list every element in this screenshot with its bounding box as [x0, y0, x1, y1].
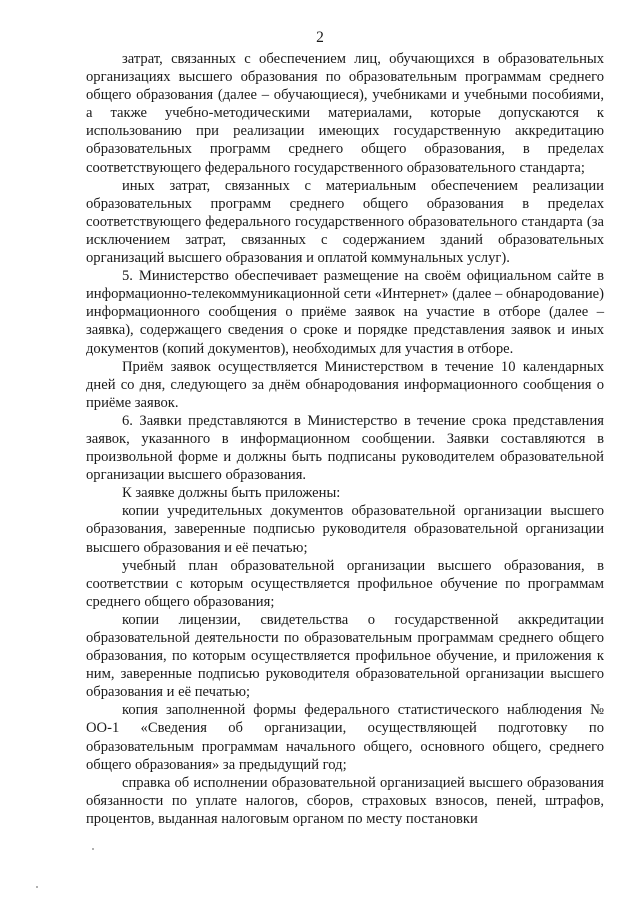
- paragraph-11: справка об исполнении образовательной организацией высшего образования обязанности по уплате налогов, сборов, страховых взносов, пеней, штрафов, процентов, выданная налоговым органом по месту постановки: [86, 774, 604, 827]
- paragraph-5: 6. Заявки представляются в Министерство в течение срока представления заявок, указанного в информационном сообщении. Заявки составляются в произвольной форме и должны быть подписаны руководителем образовательной организации высшего образования.: [86, 412, 604, 484]
- paragraph-9: копии лицензии, свидетельства о государственной аккредитации образовательной деятельности по образовательным программам среднего общего образования, по которым осуществляется профильное обучение, и приложения к ним, заверенные подписью руководителя образовательной организации высшего образования и её печатью;: [86, 611, 604, 701]
- paragraph-2: иных затрат, связанных с материальным обеспечением реализации образовательных программ среднего общего образования в пределах соответствующего федерального государственного образовательного стандарта (за исключением затрат, связанных с содержанием зданий образовательных организаций высшего образования и оплатой коммунальных услуг).: [86, 177, 604, 267]
- page-body: [86, 50, 604, 828]
- paragraph-3: 5. Министерство обеспечивает размещение на своём официальном сайте в информационно-телекоммуникационной сети «Интернет» (далее – обнародование) информационного сообщения о приёме заявок на участие в отборе (далее – заявка), содержащего сведения о сроке и порядке представления заявок и иных документов (копий документов), необходимых для участия в отборе.: [86, 268, 604, 357]
- page-number: 2: [316, 29, 324, 46]
- paragraph-4: Приём заявок осуществляется Министерством в течение 10 календарных дней со дня, следующего за днём обнародования информационного сообщения о приёме заявок.: [86, 358, 604, 411]
- paragraph-1: затрат, связанных с обеспечением лиц, обучающихся в образовательных организациях высшего образования по образовательным программам среднего общего образования (далее – обучающиеся), учебниками и учебными пособиями, а также учебно-методическими материалами, которые допускаются к использованию при реализации имеющих государственную аккредитацию образовательных программ среднего общего образования, в пределах соответствующего федерального государственного образовательного стандарта;: [86, 51, 604, 176]
- paragraph-7: копии учредительных документов образовательной организации высшего образования, заверенные подписью руководителя образовательной организации высшего образования и её печатью;: [86, 503, 604, 556]
- paragraph-6: К заявке должны быть приложены:: [122, 485, 341, 502]
- paragraph-8: учебный план образовательной организации высшего образования, в соответствии с которым осуществляется профильное обучение по программам среднего общего образования;: [86, 557, 604, 610]
- scan-speck: [36, 886, 38, 888]
- paragraph-10: копия заполненной формы федерального статистического наблюдения № ОО-1 «Сведения об организации, осуществляющей подготовку по образовательным программам начального общего, основного общего, среднего общего образования» за предыдущий год;: [86, 702, 604, 773]
- scan-speck: [92, 848, 94, 850]
